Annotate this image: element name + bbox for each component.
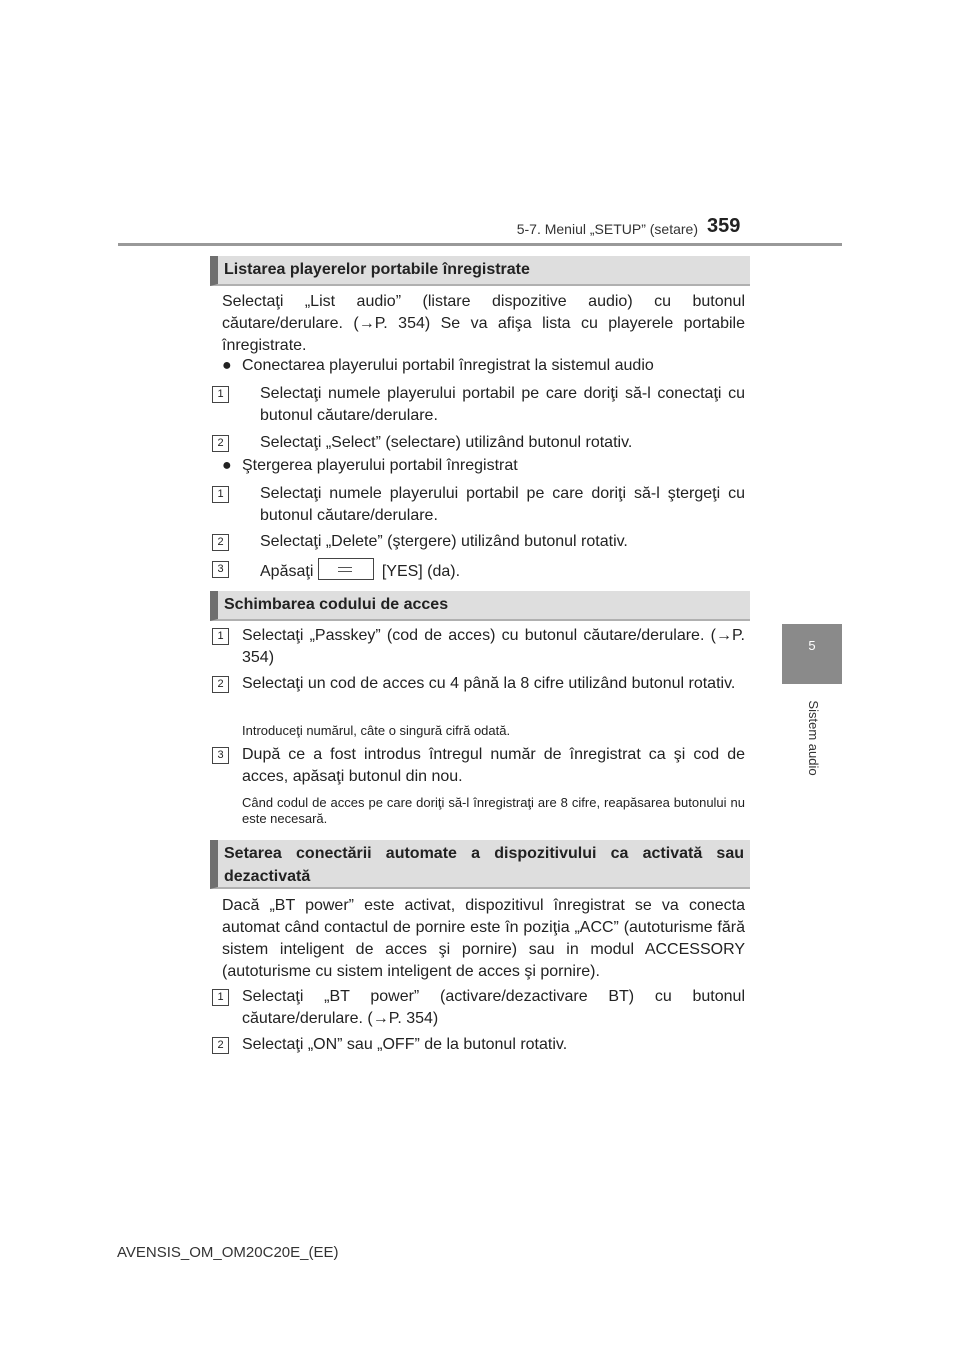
step-number-icon: 2 (212, 534, 229, 551)
step-number-icon: 1 (212, 989, 229, 1006)
section-heading: Schimbarea codului de acces (210, 591, 750, 621)
step-text: Selectaţi un cod de acces cu 4 până la 8 cifre utilizând butonul rotativ. (242, 675, 736, 692)
document-code: AVENSIS_OM_OM20C20E_(EE) (117, 1244, 339, 1261)
step-note: Când codul de acces pe care doriţi să-l înregistraţi are 8 cifre, reapăsarea butonului nu este necesară. (242, 795, 745, 826)
section-intro: Selectaţi „List audio” (listare dispozitive audio) cu butonul căutare/derulare. (→P. 354) Se va afişa lista cu playerele portabile înregistrate. (222, 293, 745, 354)
section-heading: Setarea conectării automate a dispozitivului ca activată sau dezactivată (210, 840, 750, 889)
step-text: Selectaţi numele playerului portabil pe care doriţi să-l conectaţi cu butonul căutare/derulare. (260, 385, 745, 424)
step-text: Selectaţi „Passkey” (cod de acces) cu butonul căutare/derulare. (→P. 354) (242, 627, 745, 666)
subsection-title: Ştergerea playerului portabil înregistrat (242, 457, 518, 474)
step-number-icon: 1 (212, 486, 229, 503)
step-text: Selectaţi „Delete” (ştergere) utilizând butonul rotativ. (260, 533, 628, 550)
section-heading: Listarea playerelor portabile înregistrate (210, 256, 750, 286)
chapter-tab-label: Sistem audio (806, 700, 821, 776)
subsection-title: Conectarea playerului portabil înregistrat la sistemul audio (242, 357, 654, 374)
step-text (260, 558, 745, 583)
running-header: 5-7. Meniul „SETUP” (setare) (516, 221, 698, 237)
header-divider (118, 243, 842, 246)
step-number-icon: 2 (212, 676, 229, 693)
chapter-tab-number: 5 (808, 638, 816, 653)
section-intro: Dacă „BT power” este activat, dispozitivul înregistrat se va conecta automat când contactul de pornire este în poziţia „ACC” (autoturisme fără sistem inteligent de acces şi pornire) sau in modul ACCESSORY (autoturisme cu sistem inteligent de acces şi pornire). (222, 897, 745, 980)
step-text-before: Apăsaţi (260, 563, 314, 580)
step-number-icon: 2 (212, 435, 229, 452)
step-text: Selectaţi „Select” (selectare) utilizând butonul rotativ. (260, 434, 633, 451)
step-number-icon: 3 (212, 561, 229, 578)
step-text-after: [YES] (da). (381, 563, 461, 580)
chapter-tab (782, 624, 842, 684)
bullet-icon: ● (222, 357, 232, 374)
bullet-icon: ● (222, 457, 232, 474)
step-text: Selectaţi „BT power” (activare/dezactivare BT) cu butonul căutare/derulare. (→P. 354) (242, 988, 745, 1027)
step-number-icon: 2 (212, 1037, 229, 1054)
page-number: 359 (707, 215, 741, 237)
step-number-icon: 1 (212, 628, 229, 645)
step-text: Selectaţi „ON” sau „OFF” de la butonul rotativ. (242, 1036, 568, 1053)
step-number-icon: 1 (212, 386, 229, 403)
step-text: Selectaţi numele playerului portabil pe care doriţi să-l ştergeţi cu butonul căutare/derulare. (260, 485, 745, 524)
step-text: După ce a fost introdus întregul număr de înregistrat ca şi cod de acces, apăsaţi butonul din nou. (242, 746, 745, 785)
step-number-icon: 3 (212, 747, 229, 764)
return-button-icon (318, 558, 374, 580)
step-note: Introduceţi numărul, câte o singură cifră odată. (242, 723, 511, 738)
